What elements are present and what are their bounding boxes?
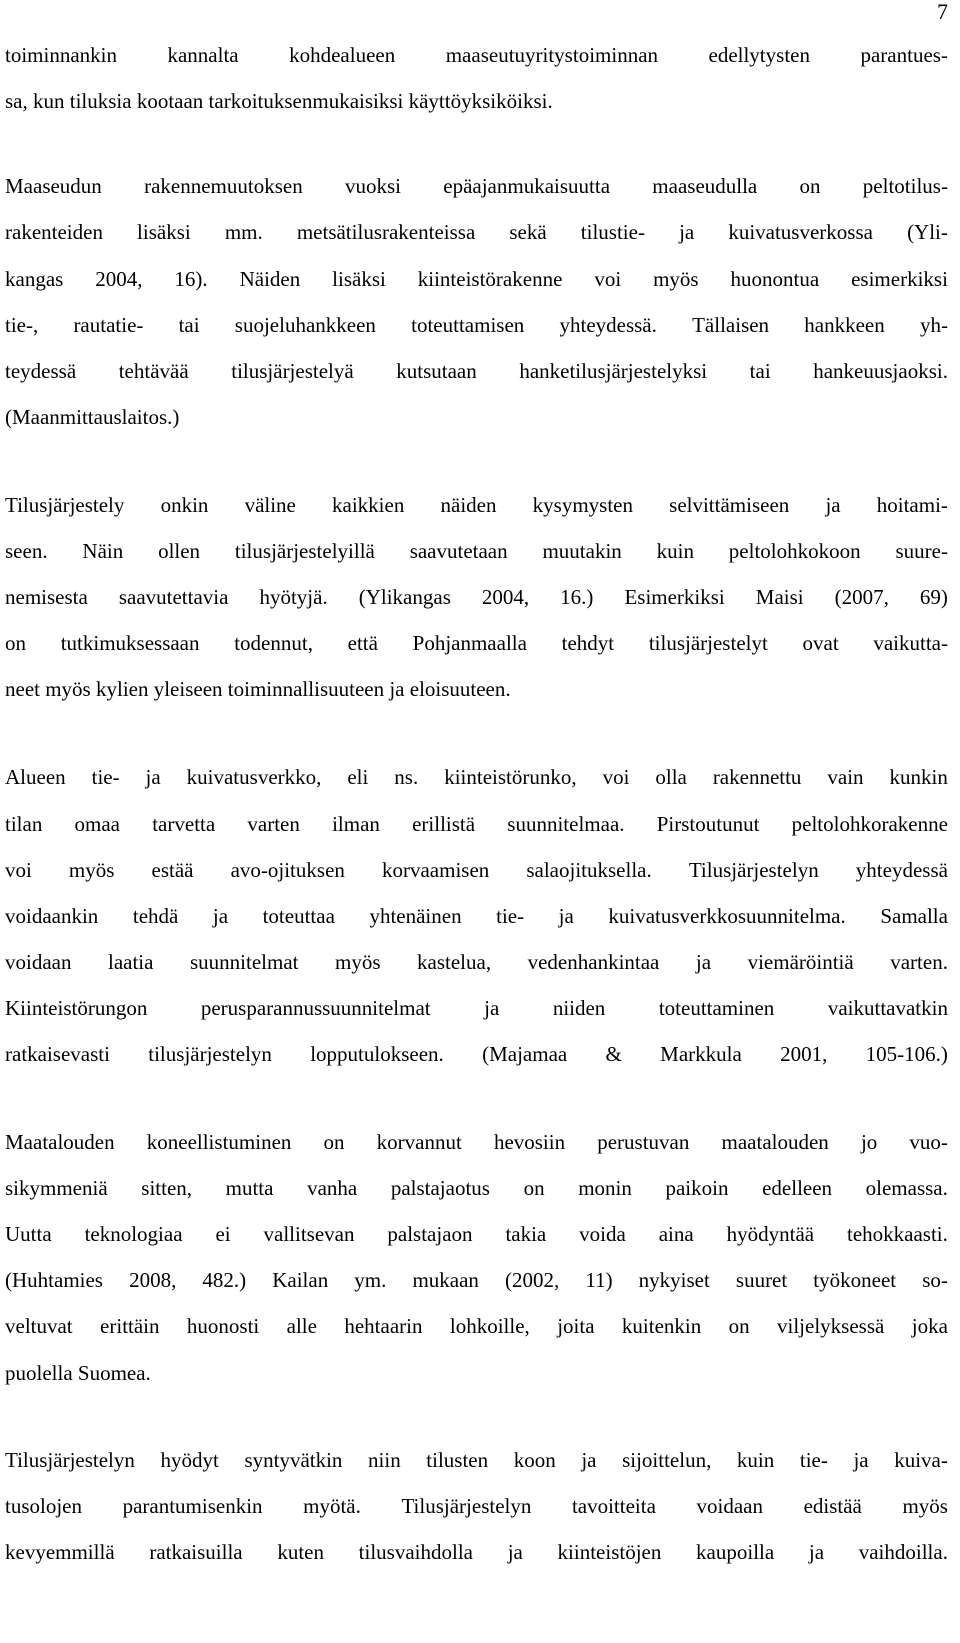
text-line: kevyemmillä ratkaisuilla kuten tilusvaihdolla ja kiinteistöjen kaupoilla ja vaihdoilla. (5, 1540, 948, 1564)
text-line: kangas 2004, 16). Näiden lisäksi kiinteistörakenne voi myös huonontua esimerkiksi (5, 267, 948, 291)
text-line: seen. Näin ollen tilusjärjestelyillä saavutetaan muutakin kuin peltolohkokoon suure- (5, 539, 948, 563)
text-line: sikymmeniä sitten, mutta vanha palstajaotus on monin paikoin edelleen olemassa. (5, 1176, 948, 1200)
text-line: teydessä tehtävää tilusjärjestelyä kutsutaan hanketilusjärjestelyksi tai hankeuusjaoksi. (5, 359, 948, 383)
text-line: voidaan laatia suunnitelmat myös kastelua, vedenhankintaa ja viemäröintiä varten. (5, 950, 948, 974)
text-line: Alueen tie- ja kuivatusverkko, eli ns. kiinteistörunko, voi olla rakennettu vain kunkin (5, 765, 948, 789)
text-line: tilan omaa tarvetta varten ilman erillistä suunnitelmaa. Pirstoutunut peltolohkorakenne (5, 812, 948, 836)
text-line: nemisesta saavutettavia hyötyjä. (Ylikangas 2004, 16.) Esimerkiksi Maisi (2007, 69) (5, 585, 948, 609)
text-line: (Huhtamies 2008, 482.) Kailan ym. mukaan (2002, 11) nykyiset suuret työkoneet so- (5, 1268, 948, 1292)
text-line: ratkaisevasti tilusjärjestelyn lopputulokseen. (Majamaa & Markkula 2001, 105-106.) (5, 1042, 948, 1066)
text-line: sa, kun tiluksia kootaan tarkoituksenmukaisiksi käyttöyksiköiksi. (5, 89, 553, 113)
text-line: Tilusjärjestelyn hyödyt syntyvätkin niin tilusten koon ja sijoittelun, kuin tie- ja kuiva- (5, 1448, 948, 1472)
page-number: 7 (937, 0, 948, 24)
text-line: on tutkimuksessaan todennut, että Pohjanmaalla tehdyt tilusjärjestelyt ovat vaikutta- (5, 631, 948, 655)
text-line: Kiinteistörungon perusparannussuunnitelmat ja niiden toteuttaminen vaikuttavatkin (5, 996, 948, 1020)
text-line: neet myös kylien yleiseen toiminnallisuuteen ja eloisuuteen. (5, 677, 511, 701)
text-line: tie-, rautatie- tai suojeluhankkeen toteuttamisen yhteydessä. Tällaisen hankkeen yh- (5, 313, 948, 337)
text-line: voidaankin tehdä ja toteuttaa yhtenäinen tie- ja kuivatusverkkosuunnitelma. Samalla (5, 904, 948, 928)
text-line: voi myös estää avo-ojituksen korvaamisen salaojituksella. Tilusjärjestelyn yhteydessä (5, 858, 948, 882)
text-line: Maatalouden koneellistuminen on korvannut hevosiin perustuvan maatalouden jo vuo- (5, 1130, 948, 1154)
text-line: Uutta teknologiaa ei vallitsevan palstajaon takia voida aina hyödyntää tehokkaasti. (5, 1222, 948, 1246)
text-line: puolella Suomea. (5, 1361, 151, 1385)
text-line: toiminnankin kannalta kohdealueen maaseutuyritystoiminnan edellytysten parantues- (5, 43, 948, 67)
text-line: Tilusjärjestely onkin väline kaikkien näiden kysymysten selvittämiseen ja hoitami- (5, 493, 948, 517)
text-line: veltuvat erittäin huonosti alle hehtaarin lohkoille, joita kuitenkin on viljelyksessä joka (5, 1314, 948, 1338)
text-line: (Maanmittauslaitos.) (5, 405, 180, 429)
text-line: tusolojen parantumisenkin myötä. Tilusjärjestelyn tavoitteita voidaan edistää myös (5, 1494, 948, 1518)
text-line: rakenteiden lisäksi mm. metsätilusrakenteissa sekä tilustie- ja kuivatusverkossa (Yli- (5, 220, 948, 244)
text-line: Maaseudun rakennemuutoksen vuoksi epäajanmukaisuutta maaseudulla on peltotilus- (5, 174, 948, 198)
